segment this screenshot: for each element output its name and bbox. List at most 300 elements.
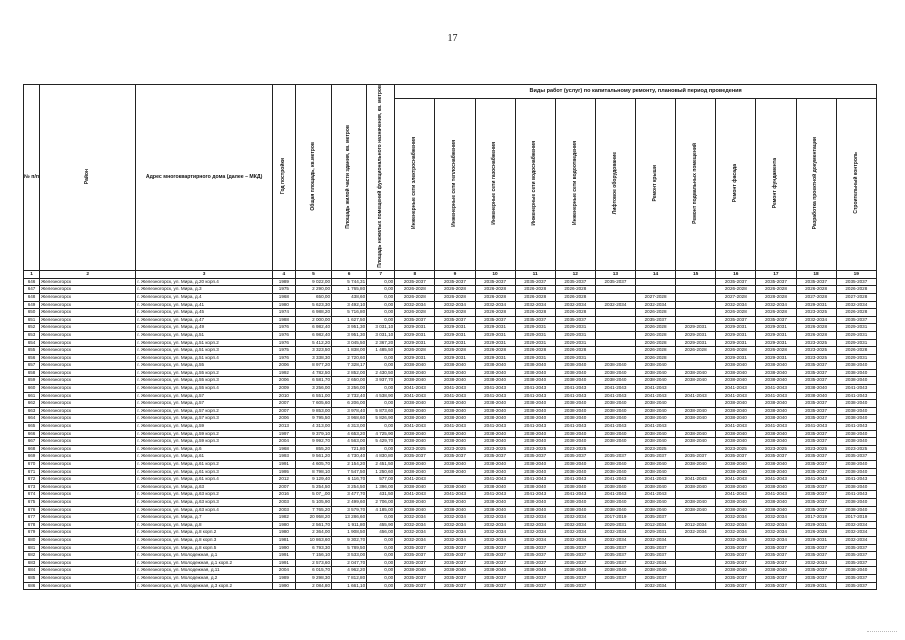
table-cell: 2007 [272, 407, 295, 415]
table-row [24, 400, 877, 408]
table-cell: 3 978,40 [332, 407, 367, 415]
table-cell: 2027-2028 [716, 293, 756, 301]
table-cell: 2029-2031 [555, 331, 595, 339]
table-cell: 651 [24, 316, 40, 324]
table-cell: 2038-2040 [555, 468, 595, 476]
table-cell: 2035-2037 [796, 461, 836, 469]
table-cell: 2038-2040 [595, 461, 635, 469]
table-cell: 3 492,10 [332, 301, 367, 309]
table-cell: 2035-2037 [435, 278, 475, 286]
table-cell: 2032-2034 [395, 529, 435, 537]
header-work-10: Ремонт фундамента [756, 98, 796, 270]
header-total-area: Общая площадь, кв.метров [295, 85, 331, 271]
table-cell: 9 298,30 [295, 574, 331, 582]
table-cell: 2029-2031 [515, 331, 555, 339]
table-cell: 3 256,00 [295, 385, 331, 393]
table-cell: 9 561,20 [295, 453, 331, 461]
table-cell: 1976 [272, 331, 295, 339]
table-cell: г. Железногорск, ул. Мира, д.55 корп.2 [136, 369, 272, 377]
table-row [24, 392, 877, 400]
table-cell: 669 [24, 453, 40, 461]
table-cell: 2017-2019 [595, 514, 635, 522]
table-cell: 9 129,40 [295, 476, 331, 484]
table-cell: г. Железногорск, ул. Мира, д.51 корп.3 [136, 347, 272, 355]
table-cell: 2023-2025 [716, 445, 756, 453]
table-cell: 2035-2037 [716, 544, 756, 552]
table-row [24, 544, 877, 552]
table-cell: 2029-2031 [475, 354, 515, 362]
table-cell: 2029-2031 [836, 354, 876, 362]
table-cell: 2038-2040 [676, 415, 716, 423]
table-cell: 2038-2040 [395, 400, 435, 408]
column-number-cell: 1 [24, 270, 40, 278]
table-cell: 2026-2028 [756, 309, 796, 317]
table-cell: 0,00 [367, 445, 395, 453]
header-work-5: Инженерные сети водоотведения [555, 98, 595, 270]
header-work-3: Инженерные сети газоснабжения [475, 98, 515, 270]
table-cell: 1991 [272, 552, 295, 560]
table-cell: 4 313,00 [295, 423, 331, 431]
table-cell: 577,00 [367, 476, 395, 484]
table-cell: 2035-2037 [555, 453, 595, 461]
table-cell: 2029-2031 [475, 339, 515, 347]
table-cell: 2035-2037 [836, 574, 876, 582]
table-row [24, 438, 877, 446]
table-cell: 2038-2040 [555, 483, 595, 491]
table-cell: 2038-2040 [756, 438, 796, 446]
table-cell: 455,90 [367, 521, 395, 529]
table-cell: 13 286,60 [332, 514, 367, 522]
table-cell: 2032-2034 [395, 514, 435, 522]
table-cell: 2007 [272, 400, 295, 408]
table-cell: 2038-2040 [475, 377, 515, 385]
column-number-cell: 6 [332, 270, 367, 278]
table-cell: 0,00 [367, 552, 395, 560]
table-cell: 2029-2031 [515, 354, 555, 362]
table-cell: 2038-2040 [756, 369, 796, 377]
table-cell: 2035-2037 [435, 574, 475, 582]
table-cell: 2035-2037 [475, 574, 515, 582]
table-cell: 2035-2037 [756, 316, 796, 324]
table-cell: 2038-2040 [595, 377, 635, 385]
table-cell: Железногорск [40, 407, 136, 415]
table-cell: 2032-2034 [716, 301, 756, 309]
table-row [24, 339, 877, 347]
header-year: Год постройки [272, 85, 295, 271]
table-cell: 2032-2034 [395, 521, 435, 529]
column-number-cell: 18 [796, 270, 836, 278]
table-row [24, 293, 877, 301]
table-cell: 683 [24, 559, 40, 567]
table-cell: 2038-2040 [716, 362, 756, 370]
table-cell: 2038-2040 [716, 468, 756, 476]
table-cell: 2038-2040 [636, 498, 676, 506]
table-cell: 4 313,00 [332, 423, 367, 431]
table-cell: 2041-2043 [636, 476, 676, 484]
table-row [24, 331, 877, 339]
table-cell: 2038-2040 [395, 362, 435, 370]
table-cell: 2038-2040 [555, 461, 595, 469]
table-cell: 2041-2043 [555, 385, 595, 393]
table-cell: 7 765,20 [295, 506, 331, 514]
table-cell: г. Железногорск, ул. Мира, д.55 корп.3 [136, 377, 272, 385]
table-cell: 2035-2037 [716, 278, 756, 286]
table-cell: 685 [24, 574, 40, 582]
table-cell: 2038-2040 [595, 468, 635, 476]
table-cell: 2026-2028 [716, 347, 756, 355]
table-cell: 2 000,00 [295, 316, 331, 324]
column-number-cell: 13 [595, 270, 635, 278]
table-cell: 2038-2040 [475, 461, 515, 469]
table-cell: 2029-2031 [716, 324, 756, 332]
scan-mark [867, 631, 897, 634]
table-cell: 2038-2040 [716, 400, 756, 408]
table-cell: 2035-2037 [555, 552, 595, 560]
table-cell: 2029-2031 [796, 521, 836, 529]
table-cell: 2038-2040 [515, 483, 555, 491]
table-cell: 2038-2040 [595, 567, 635, 575]
table-cell: 1981 [272, 536, 295, 544]
table-cell: 2035-2037 [716, 316, 756, 324]
table-cell: 2007 [272, 483, 295, 491]
table-cell [676, 559, 716, 567]
table-cell: 2032-2034 [595, 529, 635, 537]
table-cell: 2041-2043 [555, 392, 595, 400]
table-cell: 670 [24, 461, 40, 469]
table-cell: 2041-2043 [836, 392, 876, 400]
table-cell: 2038-2040 [515, 430, 555, 438]
header-work-12: Строительный контроль [836, 98, 876, 270]
table-cell: 6 551,00 [295, 392, 331, 400]
table-cell: Железногорск [40, 567, 136, 575]
table-cell: г. Железногорск, ул. Мира, д.51 корп.4 [136, 354, 272, 362]
table-cell: 2035-2037 [796, 506, 836, 514]
table-cell: 2023-2025 [796, 347, 836, 355]
table-cell: 2032-2034 [475, 514, 515, 522]
table-cell [595, 582, 635, 590]
table-cell: 2032-2034 [836, 521, 876, 529]
table-cell: Железногорск [40, 445, 136, 453]
table-cell: 652 [24, 324, 40, 332]
table-cell: 1992 [272, 369, 295, 377]
table-cell: 2038-2040 [636, 415, 676, 423]
table-cell [636, 278, 676, 286]
table-cell: 2038-2040 [636, 506, 676, 514]
table-cell: г. Железногорск, ул. Мира, д.8 корп.2 [136, 529, 272, 537]
table-cell: 0,00 [367, 574, 395, 582]
table-cell: 2038-2040 [756, 362, 796, 370]
table-cell: 2032-2034 [555, 529, 595, 537]
table-cell: 2038-2040 [395, 468, 435, 476]
table-cell: 2029-2031 [716, 354, 756, 362]
table-cell: 1995 [272, 468, 295, 476]
table-cell: 2038-2040 [836, 506, 876, 514]
table-cell: Железногорск [40, 369, 136, 377]
table-cell: 6 982,40 [295, 324, 331, 332]
table-cell: 2038-2040 [836, 438, 876, 446]
table-cell: 2023-2025 [836, 445, 876, 453]
table-cell: 1 908,50 [332, 529, 367, 537]
table-cell: 2038-2040 [595, 506, 635, 514]
table-cell: 6 793,30 [295, 544, 331, 552]
table-cell: 3 045,50 [332, 339, 367, 347]
table-cell: 2029-2031 [515, 324, 555, 332]
table-cell: 2038-2040 [595, 362, 635, 370]
table-cell [676, 445, 716, 453]
column-number-cell: 3 [136, 270, 272, 278]
table-cell: 667 [24, 438, 40, 446]
table-cell: 2038-2040 [836, 407, 876, 415]
table-cell: 2038-2040 [756, 567, 796, 575]
table-cell: 2 732,40 [332, 392, 367, 400]
table-cell: 2038-2040 [395, 438, 435, 446]
table-cell [595, 293, 635, 301]
table-cell: 2026-2028 [636, 324, 676, 332]
table-cell: 2032-2034 [435, 536, 475, 544]
table-cell: 2003 [272, 506, 295, 514]
table-cell: 2035-2037 [515, 453, 555, 461]
table-cell: 2029-2031 [555, 339, 595, 347]
table-cell: 2041-2043 [796, 476, 836, 484]
table-cell: 2041-2043 [555, 491, 595, 499]
table-cell: Железногорск [40, 521, 136, 529]
table-cell: г. Железногорск, ул. Мира, д.8 [136, 521, 272, 529]
table-cell: г. Железногорск, ул. Мира, д.63 корп.2 [136, 491, 272, 499]
table-cell: 2032-2034 [836, 301, 876, 309]
table-cell: 2041-2043 [395, 423, 435, 431]
table-cell: 2041-2043 [435, 392, 475, 400]
table-cell: 2 499,60 [332, 498, 367, 506]
table-cell: 2041-2043 [636, 491, 676, 499]
table-cell: 9 379,10 [295, 430, 331, 438]
table-cell: 2038-2040 [676, 369, 716, 377]
table-cell [676, 301, 716, 309]
table-cell: 2038-2040 [676, 483, 716, 491]
table-cell: 1 396,00 [367, 483, 395, 491]
table-cell: г. Железногорск, ул. Мира, д.59 корп.3 [136, 438, 272, 446]
table-cell: 2032-2034 [796, 316, 836, 324]
table-cell: 662 [24, 400, 40, 408]
table-cell: 2029-2031 [756, 339, 796, 347]
table-cell [595, 316, 635, 324]
table-cell: 2017-2019 [796, 514, 836, 522]
table-cell: 2038-2040 [676, 438, 716, 446]
table-cell: 2038-2040 [515, 468, 555, 476]
table-cell: 663 [24, 407, 40, 415]
table-cell: 2032-2034 [435, 301, 475, 309]
table-cell: 2035-2037 [716, 559, 756, 567]
table-cell [676, 536, 716, 544]
table-cell: 2032-2034 [636, 536, 676, 544]
table-cell: 2032-2034 [595, 301, 635, 309]
table-cell: 2026-2028 [636, 347, 676, 355]
table-cell: 2029-2031 [676, 331, 716, 339]
table-cell: 2041-2043 [435, 423, 475, 431]
column-number-cell: 14 [636, 270, 676, 278]
table-cell: г. Железногорск, ул. Мира, д.57 [136, 400, 272, 408]
table-cell: 2038-2040 [515, 377, 555, 385]
table-cell: 2035-2037 [636, 552, 676, 560]
table-cell: 2038-2040 [716, 407, 756, 415]
table-cell: 2023-2025 [515, 445, 555, 453]
table-cell: 2035-2037 [636, 316, 676, 324]
table-cell: 0,00 [367, 293, 395, 301]
table-cell: 2041-2043 [676, 476, 716, 484]
table-cell: 2038-2040 [475, 438, 515, 446]
table-cell: 2035-2037 [836, 453, 876, 461]
table-cell: 2038-2040 [676, 377, 716, 385]
table-cell: 680 [24, 536, 40, 544]
table-row [24, 582, 877, 590]
table-cell: 2032-2034 [716, 521, 756, 529]
table-cell: 2041-2043 [836, 423, 876, 431]
table-cell: 2035-2037 [435, 582, 475, 590]
table-cell: 2035-2037 [435, 559, 475, 567]
table-cell: 2038-2040 [676, 498, 716, 506]
table-cell: г. Железногорск, ул. Мира, д.63 корп.3 [136, 498, 272, 506]
table-cell: 2026-2028 [756, 286, 796, 294]
table-cell: 679 [24, 529, 40, 537]
table-cell: Железногорск [40, 483, 136, 491]
header-address: Адрес многоквартирного дома (далее – МКД) [136, 85, 272, 271]
table-cell: 2038-2040 [636, 407, 676, 415]
table-cell: Железногорск [40, 430, 136, 438]
table-cell: 2035-2037 [555, 544, 595, 552]
table-cell: 1 661,10 [332, 582, 367, 590]
table-cell: 1 765,80 [332, 286, 367, 294]
table-cell: 2035-2037 [836, 544, 876, 552]
table-row [24, 430, 877, 438]
table-cell: 1990 [272, 544, 295, 552]
table-cell: 0,00 [367, 536, 395, 544]
table-cell: Железногорск [40, 476, 136, 484]
table-cell: 6 116,70 [332, 476, 367, 484]
table-cell: 2026-2028 [796, 324, 836, 332]
table-cell: 2035-2037 [395, 552, 435, 560]
table-row [24, 529, 877, 537]
table-cell: 2026-2028 [475, 286, 515, 294]
table-cell: 2 364,00 [295, 529, 331, 537]
table-cell: 2038-2040 [435, 430, 475, 438]
table-cell: 2041-2043 [636, 392, 676, 400]
table-cell: 7 812,80 [332, 574, 367, 582]
header-work-1: Инженерные сети электроснабжения [395, 98, 435, 270]
table-cell: 1976 [272, 324, 295, 332]
table-cell: 2027-2028 [636, 293, 676, 301]
table-cell: 2035-2037 [395, 582, 435, 590]
table-cell: 2026-2028 [555, 286, 595, 294]
table-cell: 1980 [272, 529, 295, 537]
table-cell: 2032-2034 [395, 536, 435, 544]
table-cell: 2029-2031 [716, 339, 756, 347]
table-cell: 1982 [272, 514, 295, 522]
table-cell: 0,00 [367, 362, 395, 370]
table-cell: 5 623,30 [295, 301, 331, 309]
table-cell: 2035-2037 [595, 559, 635, 567]
table-cell: г. Железногорск, ул. Молодежная, д.11 [136, 567, 272, 575]
table-cell: 2038-2040 [515, 362, 555, 370]
table-cell: 2035-2037 [636, 453, 676, 461]
table-cell: 2035-2037 [475, 559, 515, 567]
table-cell: 2038-2040 [515, 407, 555, 415]
table-cell: 1993 [272, 453, 295, 461]
table-cell: 3 338,30 [295, 354, 331, 362]
table-row [24, 559, 877, 567]
table-cell: 1991 [272, 461, 295, 469]
table-cell: 2029-2031 [515, 339, 555, 347]
table-cell: 2032-2034 [636, 559, 676, 567]
table-cell: 2 451,50 [367, 461, 395, 469]
table-cell: 2026-2028 [636, 354, 676, 362]
table-cell: 2035-2037 [435, 552, 475, 560]
table-row [24, 316, 877, 324]
table-cell: 2006 [272, 415, 295, 423]
table-cell: г. Железногорск, ул. Мира, д.4 [136, 293, 272, 301]
table-cell: 2038-2040 [836, 400, 876, 408]
table-cell: 1975 [272, 286, 295, 294]
table-cell: 2038-2040 [395, 567, 435, 575]
table-cell: г. Железногорск, ул. Мира, д.57 корп.2 [136, 407, 272, 415]
table-cell: 0,00 [367, 385, 395, 393]
table-cell: 2026-2028 [435, 309, 475, 317]
table-cell: 2041-2043 [836, 476, 876, 484]
table-row [24, 498, 877, 506]
table-cell: 2012 [272, 476, 295, 484]
table-cell: 2029-2031 [555, 354, 595, 362]
table-cell: 2026-2028 [796, 286, 836, 294]
column-number-cell: 11 [515, 270, 555, 278]
table-cell: 2026-2028 [515, 309, 555, 317]
table-cell: 2038-2040 [555, 369, 595, 377]
table-cell: 2038-2040 [435, 468, 475, 476]
table-cell: Железногорск [40, 514, 136, 522]
table-cell: 0,00 [367, 559, 395, 567]
table-cell: 2038-2040 [676, 430, 716, 438]
table-cell: 2006 [272, 362, 295, 370]
table-cell: 9 992,70 [295, 438, 331, 446]
table-cell: 2035-2037 [796, 362, 836, 370]
table-cell: 2038-2040 [836, 483, 876, 491]
table-body [24, 270, 877, 589]
table-cell: 2035-2037 [716, 453, 756, 461]
table-cell: 2023-2025 [435, 445, 475, 453]
table-cell: 2041-2043 [435, 491, 475, 499]
table-cell: г. Железногорск, ул. Мира, д.57 [136, 392, 272, 400]
table-cell: 2035-2037 [836, 559, 876, 567]
table-cell: 2 573,60 [295, 559, 331, 567]
table-cell: 4 185,00 [367, 506, 395, 514]
table-cell: 2038-2040 [836, 461, 876, 469]
table-cell: Железногорск [40, 491, 136, 499]
table-cell: 1989 [272, 574, 295, 582]
table-cell: Железногорск [40, 385, 136, 393]
table-cell: 2038-2040 [716, 461, 756, 469]
table-cell: 5 105,90 [295, 498, 331, 506]
table-cell: 2023-2025 [475, 445, 515, 453]
table-cell: 2038-2040 [475, 407, 515, 415]
table-cell: г. Железногорск, ул. Мира, д.7 [136, 514, 272, 522]
table-cell: 2038-2040 [475, 430, 515, 438]
table-cell: 2026-2028 [435, 347, 475, 355]
table-cell: Железногорск [40, 544, 136, 552]
table-cell: 2038-2040 [756, 407, 796, 415]
table-cell: 2026-2028 [836, 286, 876, 294]
table-cell: 2 706,00 [367, 498, 395, 506]
table-cell: 1989 [272, 278, 295, 286]
table-cell: 2026-2028 [515, 293, 555, 301]
table-cell: 2035-2037 [796, 491, 836, 499]
table-cell: 2 561,70 [295, 521, 331, 529]
